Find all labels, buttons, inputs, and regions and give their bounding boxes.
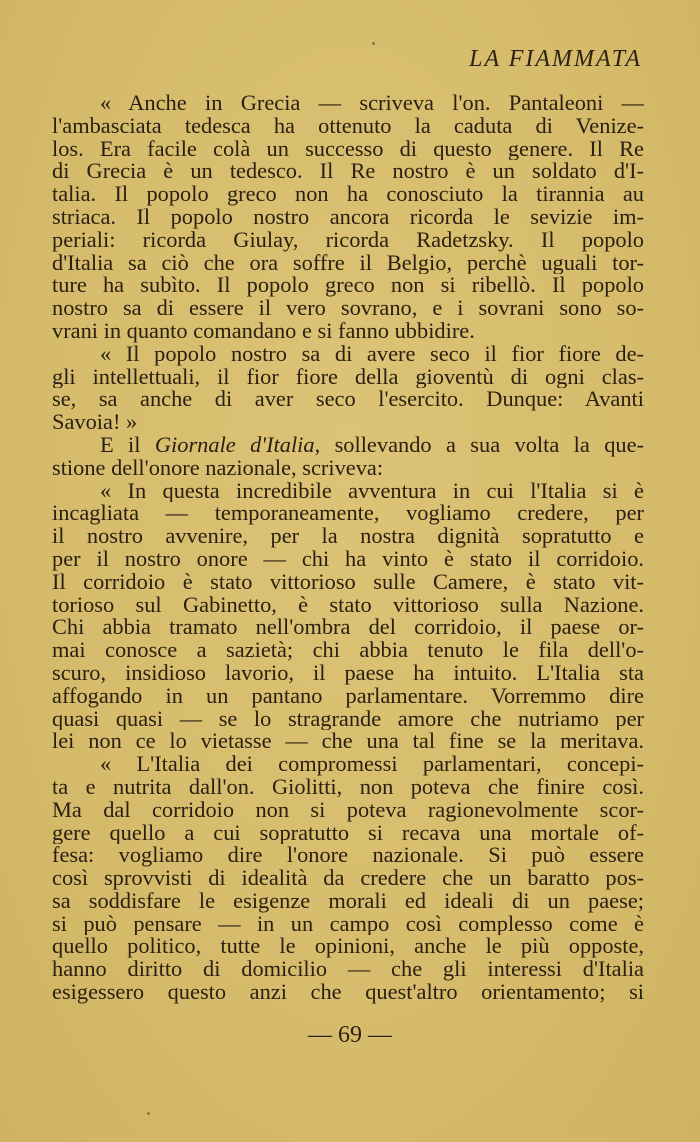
text-line: vrani in quanto comandano e si fanno ubbidire. — [52, 319, 475, 343]
paper-speck — [147, 1112, 150, 1115]
text-line: « In questa incredibile avventura in cui l'Italia si è — [100, 479, 644, 503]
text-line: « L'Italia dei compromessi parlamentari, concepi- — [100, 753, 644, 776]
text-line: così sprovvisti di idealità da credere che un baratto pos- — [52, 867, 644, 890]
newspaper-title: Giornale d'Italia — [154, 433, 315, 457]
text-line: torioso sul Gabinetto, è stato vittorioso sulla Nazione. — [52, 593, 644, 617]
text-line: l'ambasciata tedesca ha ottenuto la caduta di Venize- — [52, 114, 644, 138]
text-line: gli intellettuali, il fior fiore della gioventù di ogni clas- — [52, 365, 644, 389]
text-line: sa soddisfare le esigenze morali ed ideali di un paese; — [52, 889, 644, 913]
text-line: Chi abbia tramato nell'ombra del corridoio, il paese or- — [52, 616, 644, 640]
text-line: quasi quasi — se lo stragrande amore che nutriamo per — [52, 707, 644, 731]
text-line: fesa: vogliamo dire l'onore nazionale. Si può essere — [52, 844, 644, 868]
text-line: scuro, insidioso lavorio, il paese ha intuito. L'Italia sta — [52, 661, 644, 685]
text-line: striaca. Il popolo nostro ancora ricorda le sevizie im- — [52, 205, 644, 229]
text-line: gere quello a cui sopratutto si recava una mortale of- — [52, 821, 644, 845]
text-line: lei non ce lo vietasse — che una tal fine se la meritava. — [52, 730, 644, 754]
text-line: affogando in un pantano parlamentare. Vorremmo dire — [52, 684, 644, 708]
text-line: E il Giornale d'Italia, sollevando a sua volta la que- — [100, 433, 644, 457]
text-line: mai conosce a sazietà; chi abbia tenuto le fila dell'o- — [52, 639, 644, 662]
running-head: LA FIAMMATA — [469, 46, 642, 72]
text-line: Il corridoio è stato vittorioso sulle Camere, è stato vit- — [52, 570, 644, 594]
text-line: talia. Il popolo greco non ha conosciuto la tirannia au — [52, 183, 644, 206]
text-line: di Grecia è un tedesco. Il Re nostro è un soldato d'I- — [52, 160, 644, 184]
text-line: incagliata — temporaneamente, vogliamo credere, per — [52, 502, 644, 526]
text-line: esigessero questo anzi che quest'altro orientamento; si — [52, 981, 644, 1004]
text-line: los. Era facile colà un successo di questo genere. Il Re — [52, 137, 644, 161]
text-line: il nostro avvenire, per la nostra dignità sopratutto e — [52, 525, 644, 548]
text-line: « Anche in Grecia — scriveva l'on. Pantaleoni — — [100, 92, 644, 115]
page-number: — 69 — — [308, 1022, 392, 1048]
text-line: hanno diritto di domicilio — che gli interessi d'Italia — [52, 958, 644, 982]
text-line: d'Italia sa ciò che ora soffre il Belgio, perchè uguali tor- — [52, 251, 644, 275]
text-line: per il nostro onore — chi ha vinto è stato il corridoio. — [52, 547, 644, 571]
text-line: « Il popolo nostro sa di avere seco il fior fiore de- — [100, 342, 644, 366]
text-line: stione dell'onore nazionale, scriveva: — [52, 456, 384, 480]
body-text — [52, 92, 644, 1004]
paper-speck — [372, 42, 375, 45]
text-line: nostro sa di essere il vero sovrano, e i sovrani sono so- — [52, 297, 644, 320]
text-line: ture ha subìto. Il popolo greco non si ribellò. Il popolo — [52, 274, 644, 298]
text-line: quello politico, tutte le opinioni, anche le più opposte, — [52, 935, 644, 959]
text-line: Ma dal corridoio non si poteva ragionevolmente scor- — [52, 798, 644, 822]
text-line: se, sa anche di aver seco l'esercito. Dunque: Avanti — [52, 388, 644, 412]
text-line: Savoia! » — [52, 411, 138, 434]
text-line: ta e nutrita dall'on. Giolitti, non poteva che finire così. — [52, 775, 644, 799]
text-line: periali: ricorda Giulay, ricorda Radetzsky. Il popolo — [52, 228, 644, 252]
text-line: si può pensare — in un campo così complesso come è — [52, 912, 644, 936]
